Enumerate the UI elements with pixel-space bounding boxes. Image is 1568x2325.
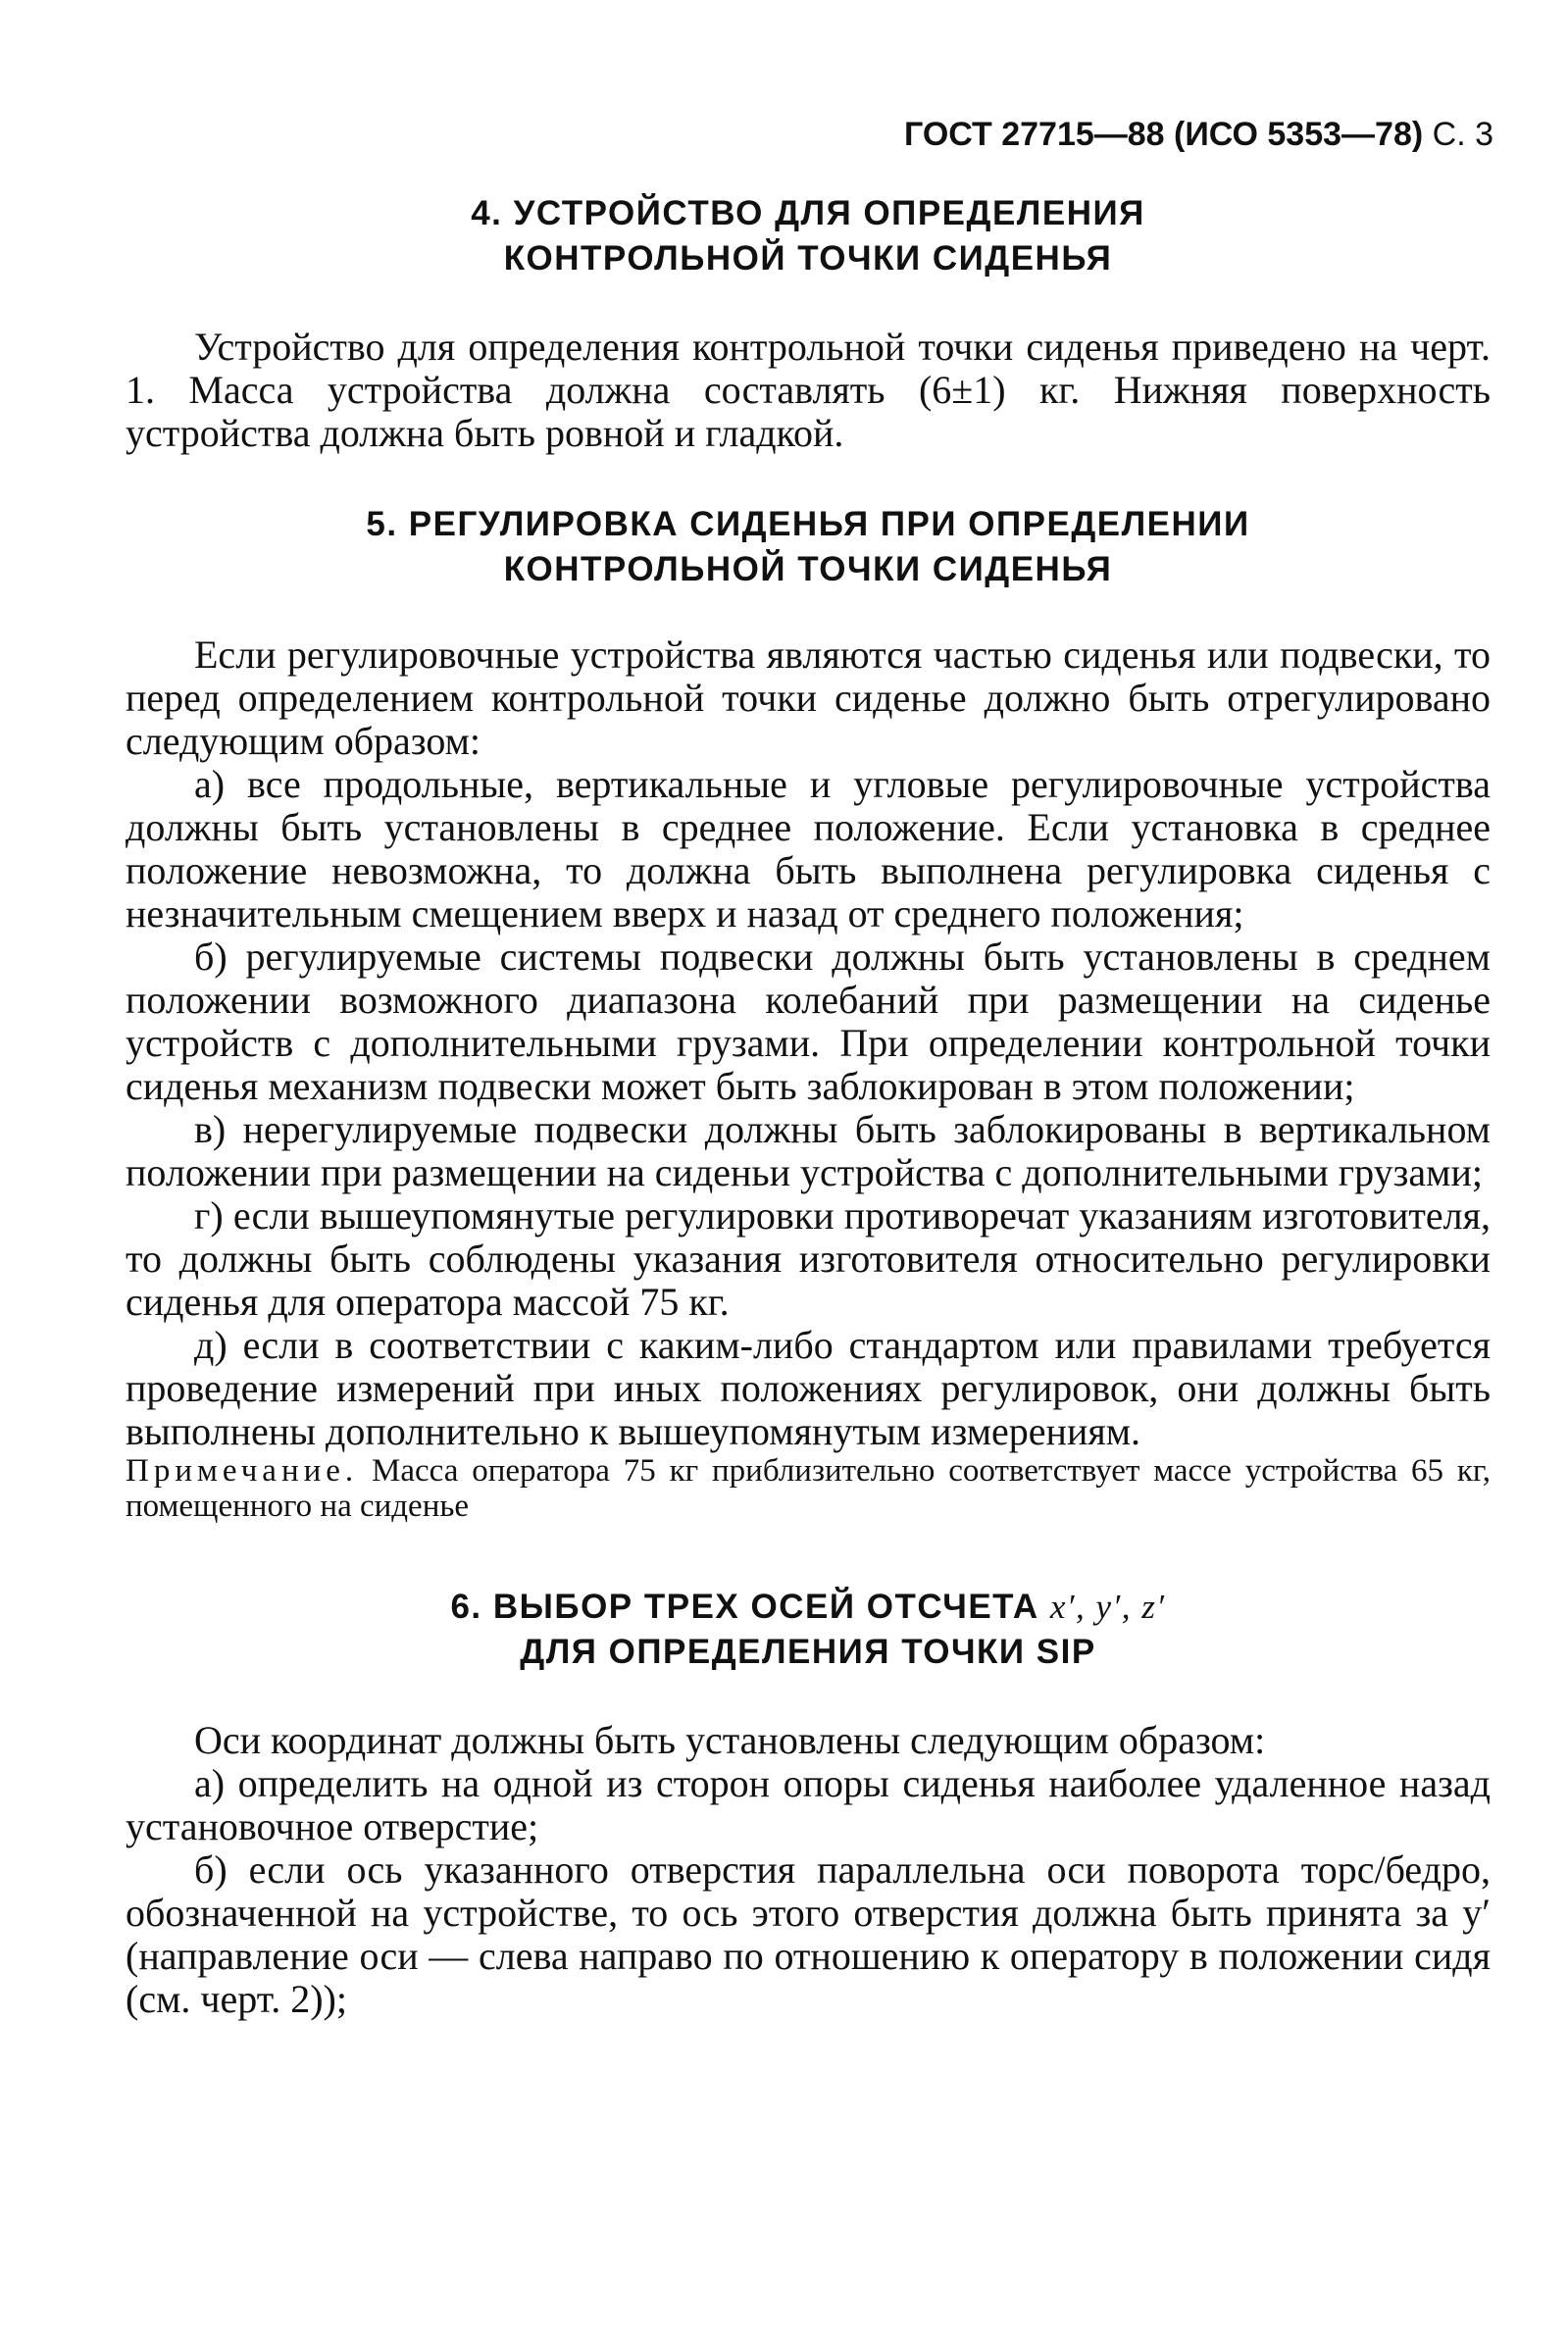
- section-6-title-text: 6. ВЫБОР ТРЕХ ОСЕЙ ОТСЧЕТА: [450, 1588, 1039, 1626]
- section-4-title: [126, 191, 1491, 281]
- section-6-title-line-2: ДЛЯ ОПРЕДЕЛЕНИЯ ТОЧКИ SIP: [520, 1633, 1096, 1671]
- section-4-title-line-1: 4. УСТРОЙСТВО ДЛЯ ОПРЕДЕЛЕНИЯ: [471, 194, 1145, 232]
- section-6-title: [126, 1585, 1491, 1675]
- section-6-title-axes: x′, y′, z′: [1049, 1588, 1166, 1626]
- section-4-title-line-2: КОНТРОЛЬНОЙ ТОЧКИ СИДЕНЬЯ: [503, 239, 1113, 278]
- list-item-a: а) все продольные, вертикальные и угловые регулировочные устройства должны быть установлены в среднее положение. Если установка в среднее положение невозможна, то должна быть выполнена регулировка сиденья с незначительным смещением вверх и назад от среднего положения;: [126, 762, 1491, 935]
- note-text: Масса оператора 75 кг приблизительно соответствует массе устройства 65 кг, помещенного на сиденье: [126, 1453, 1491, 1524]
- section-5: [126, 502, 1491, 1524]
- section-6-title-line-1: [126, 1585, 1491, 1630]
- list-item-e: д) если в соответствии с каким-либо стандартом или правилами требуется проведение измерений при иных положениях регулировок, они должны быть выполнены дополнительно к вышеупомянутым измерениям.: [126, 1323, 1491, 1453]
- section-6-item-a: а) определить на одной из сторон опоры сиденья наиболее удаленное назад установочное отверстие;: [126, 1761, 1491, 1848]
- note: [126, 1453, 1491, 1524]
- section-6-intro: Оси координат должны быть установлены следующим образом:: [194, 1718, 1266, 1762]
- section-4: [126, 191, 1491, 455]
- standard-number: ГОСТ 27715—88 (ИСО 5353—78): [904, 116, 1424, 153]
- section-6: [126, 1585, 1491, 2021]
- section-5-title-line-1: 5. РЕГУЛИРОВКА СИДЕНЬЯ ПРИ ОПРЕДЕЛЕНИИ: [366, 505, 1250, 543]
- note-label: Примечание.: [126, 1453, 359, 1489]
- section-6-item-b: б) если ось указанного отверстия параллельна оси поворота торс/бедро, обозначенной на устройстве, то ось этого отверстия должна быть принята за y′ (направление оси — слева направо по отношению к оператору в положении сидя (см. черт. 2));: [126, 1847, 1491, 2021]
- list-item-c: в) нерегулируемые подвески должны быть заблокированы в вертикальном положении при размещении на сиденьи устройства с дополнительными грузами;: [126, 1107, 1491, 1194]
- section-5-title-line-2: КОНТРОЛЬНОЙ ТОЧКИ СИДЕНЬЯ: [503, 550, 1113, 588]
- list-item-d: г) если вышеупомянутые регулировки противоречат указаниям изготовителя, то должны быть соблюдены указания изготовителя относительно регулировки сиденья для оператора массой 75 кг.: [126, 1193, 1491, 1324]
- document-body: [126, 191, 1491, 2021]
- section-4-text: Устройство для определения контрольной точки сиденья приведено на черт. 1. Масса устройства должна составлять (6±1) кг. Нижняя поверхность устройства должна быть ровной и гладкой.: [126, 325, 1491, 455]
- section-5-intro: Если регулировочные устройства являются частью сиденья или подвески, то перед определением контрольной точки сиденье должно быть отрегулировано следующим образом:: [126, 632, 1491, 763]
- list-item-b: б) регулируемые системы подвески должны быть установлены в среднем положении возможного диапазона колебаний при размещении на сиденье устройств с дополнительными грузами. При определении контрольной точки сиденья механизм подвески может быть заблокирован в этом положении;: [126, 935, 1491, 1108]
- page-header: [904, 116, 1493, 154]
- page-number: С. 3: [1432, 116, 1493, 153]
- section-5-title: [126, 502, 1491, 592]
